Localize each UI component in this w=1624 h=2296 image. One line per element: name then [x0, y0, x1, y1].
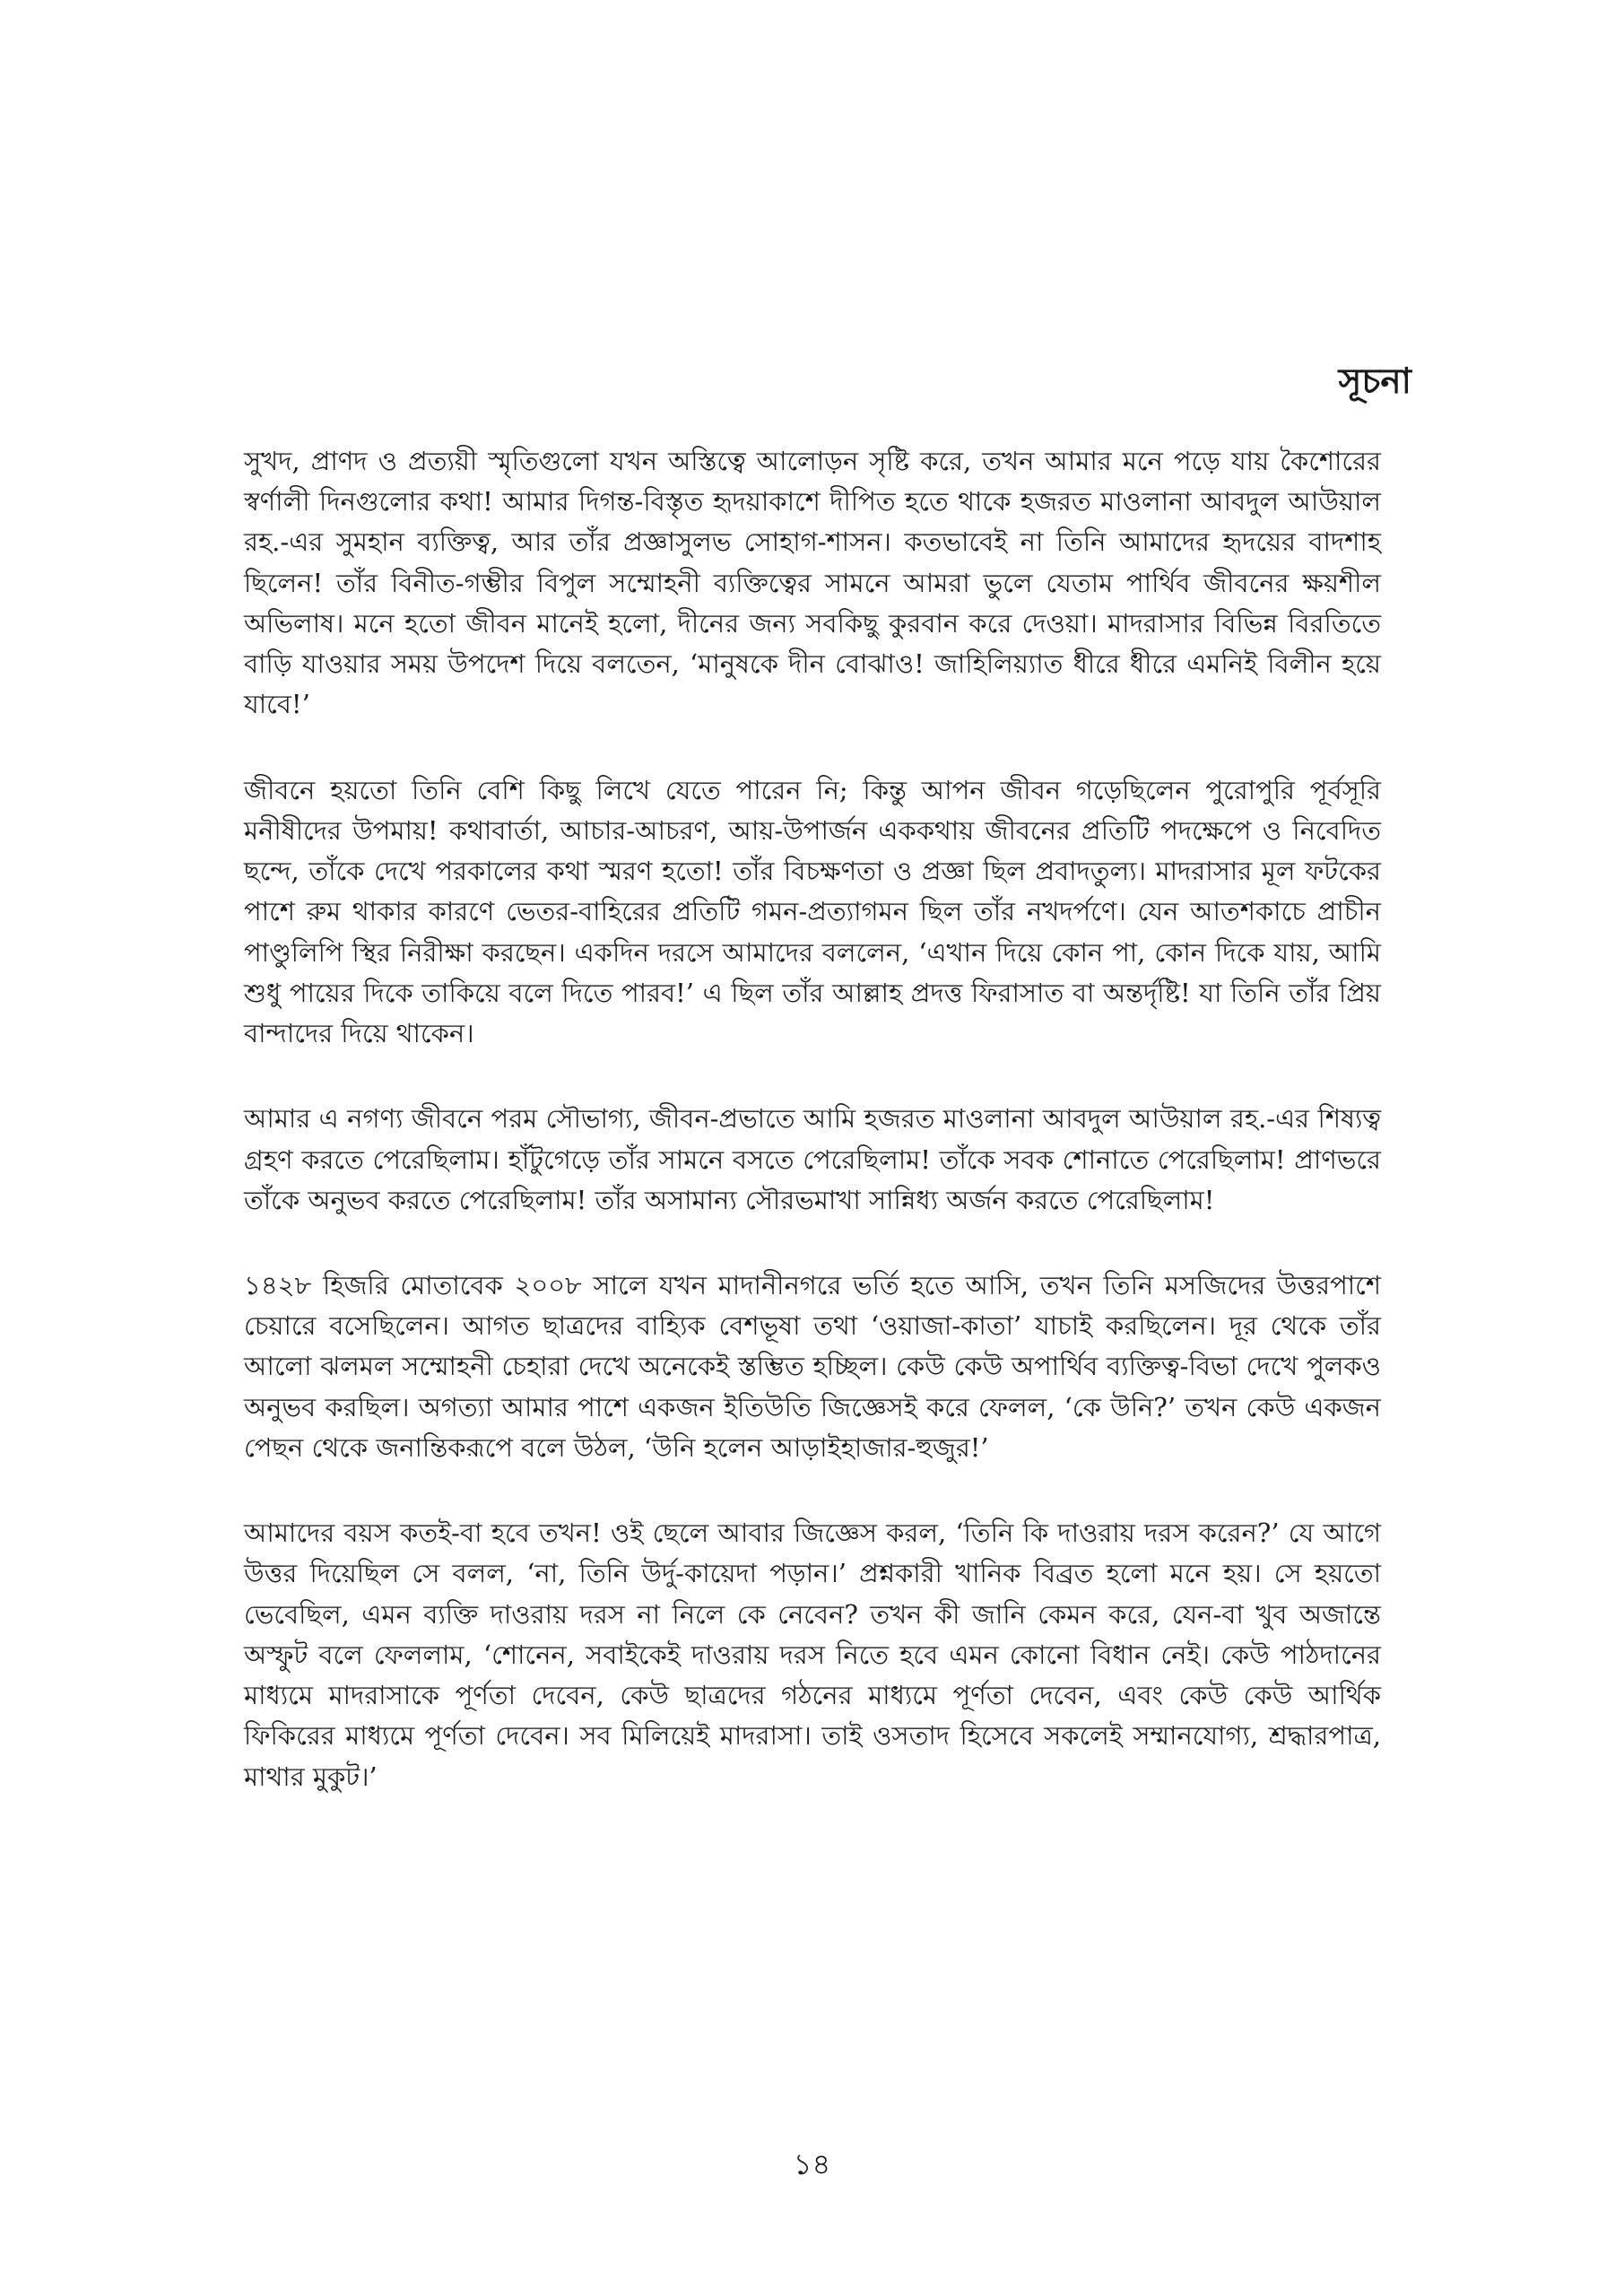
paragraph-4: ১৪২৮ হিজরি মোতাবেক ২০০৮ সালে যখন মাদানীনগরে ভর্তি হতে আসি, তখন তিনি মসজিদের উত্তরপাশে চেয়ারে বসেছিলেন। আগত ছাত্রদের বাহ্যিক বেশভূষা তথা ‘ওয়াজা-কাতা’ যাচাই করছিলেন। দূর থেকে তাঁর আলো ঝলমল সম্মোহনী চেহারা দেখে অনেকেই স্তম্ভিত হচ্ছিল। কেউ কেউ অপার্থিব ব্যক্তিত্ব-বিভা দেখে পুলকও অনুভব করছিল। অগত্যা আমার পাশে একজন ইতিউতি জিজ্ঞেসই করে ফেলল, ‘কে উনি?’ তখন কেউ একজন পেছন থেকে জনান্তিকরূপে বলে উঠল, ‘উনি হলেন আড়াইহাজার-হুজুর!’ [244, 1269, 1381, 1463]
paragraph-2: জীবনে হয়তো তিনি বেশি কিছু লিখে যেতে পারেন নি; কিন্তু আপন জীবন গড়েছিলেন পুরোপুরি পূর্বসূরি মনীষীদের উপমায়! কথাবার্তা, আচার-আচরণ, আয়-উপার্জন এককথায় জীবনের প্রতিটি পদক্ষেপে ও নিবেদিত ছন্দে, তাঁকে দেখে পরকালের কথা স্মরণ হতো! তাঁর বিচক্ষণতা ও প্রজ্ঞা ছিল প্রবাদতুল্য। মাদরাসার মূল ফটকের পাশে রুম থাকার কারণে ভেতর-বাহিরের প্রতিটি গমন-প্রত্যাগমন ছিল তাঁর নখদর্পণে। যেন আতশকাচে প্রাচীন পাণ্ডুলিপি স্থির নিরীক্ষা করছেন। একদিন দরসে আমাদের বললেন, ‘এখান দিয়ে কোন পা, কোন দিকে যায়, আমি শুধু পায়ের দিকে তাকিয়ে বলে দিতে পারব!’ এ ছিল তাঁর আল্লাহ প্রদত্ত ফিরাসাত বা অন্তর্দৃষ্টি! যা তিনি তাঁর প্রিয় বান্দাদের দিয়ে থাকেন। [244, 774, 1381, 1049]
body-text [244, 441, 1381, 1842]
paragraph-1: সুখদ, প্রাণদ ও প্রত্যয়ী স্মৃতিগুলো যখন অস্তিত্বে আলোড়ন সৃষ্টি করে, তখন আমার মনে পড়ে যায় কৈশোরের স্বর্ণালী দিনগুলোর কথা! আমার দিগন্ত-বিস্তৃত হৃদয়াকাশে দীপিত হতে থাকে হজরত মাওলানা আবদুল আউয়াল রহ.-এর সুমহান ব্যক্তিত্ব, আর তাঁর প্রজ্ঞাসুলভ সোহাগ-শাসন। কতভাবেই না তিনি আমাদের হৃদয়ের বাদশাহ ছিলেন! তাঁর বিনীত-গম্ভীর বিপুল সম্মোহনী ব্যক্তিত্বের সামনে আমরা ভুলে যেতাম পার্থিব জীবনের ক্ষয়শীল অভিলাষ। মনে হতো জীবন মানেই হলো, দীনের জন্য সবকিছু কুরবান করে দেওয়া। মাদরাসার বিভিন্ন বিরতিতে বাড়ি যাওয়ার সময় উপদেশ দিয়ে বলতেন, ‘মানুষকে দীন বোঝাও! জাহিলিয়্যাত ধীরে ধীরে এমনিই বিলীন হয়ে যাবে!’ [244, 446, 1381, 720]
paragraph-5: আমাদের বয়স কতই-বা হবে তখন! ওই ছেলে আবার জিজ্ঞেস করল, ‘তিনি কি দাওরায় দরস করেন?’ যে আগে উত্তর দিয়েছিল সে বলল, ‘না, তিনি উর্দু-কায়েদা পড়ান।’ প্রশ্নকারী খানিক বিব্রত হলো মনে হয়। সে হয়তো ভেবেছিল, এমন ব্যক্তি দাওরায় দরস না নিলে কে নেবেন? তখন কী জানি কেমন করে, যেন-বা খুব অজান্তে অস্ফুট বলে ফেললাম, ‘শোনেন, সবাইকেই দাওরায় দরস নিতে হবে এমন কোনো বিধান নেই। কেউ পাঠদানের মাধ্যমে মাদরাসাকে পূর্ণতা দেবেন, কেউ ছাত্রদের গঠনের মাধ্যমে পূর্ণতা দেবেন, এবং কেউ কেউ আর্থিক ফিকিরের মাধ্যমে পূর্ণতা দেবেন। সব মিলিয়েই মাদরাসা। তাই ওসতাদ হিসেবে সকলেই সম্মানযোগ্য, শ্রদ্ধারপাত্র, মাথার মুকুট।’ [244, 1518, 1381, 1792]
paragraph-3: আমার এ নগণ্য জীবনে পরম সৌভাগ্য, জীবন-প্রভাতে আমি হজরত মাওলানা আবদুল আউয়াল রহ.-এর শিষ্যত্ব গ্রহণ করতে পেরেছিলাম। হাঁটুগেড়ে তাঁর সামনে বসতে পেরেছিলাম! তাঁকে সবক শোনাতে পেরেছিলাম! প্রাণভরে তাঁকে অনুভব করতে পেরেছিলাম! তাঁর অসামান্য সৌরভমাখা সান্নিধ্য অর্জন করতে পেরেছিলাম! [244, 1103, 1381, 1215]
chapter-title: সূচনা [1338, 361, 1411, 402]
page-number: ১৪ [793, 2147, 831, 2181]
